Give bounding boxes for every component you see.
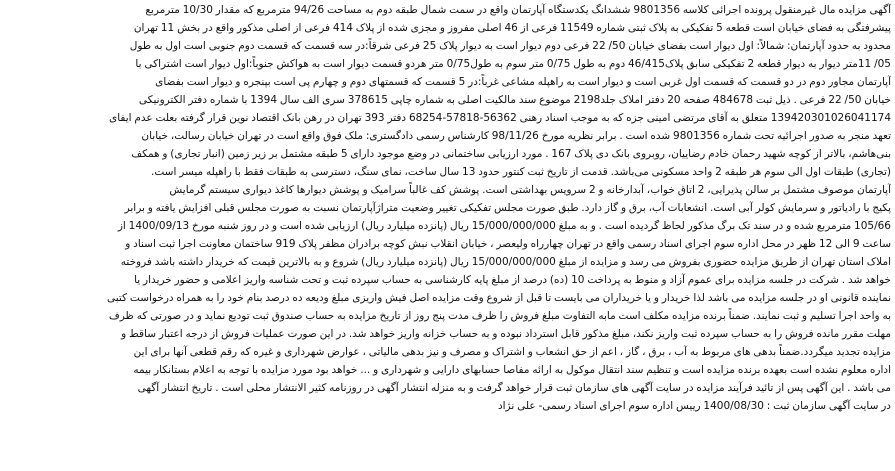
notice-line: (تجاری) طبقات اول الی سوم هر طبقه 2 واحد مسکونی می‌باشد. قدمت از تاریخ ثبت کنتور حدود 13 سال ساخت، نمای سنگ، دسترسی به طبقات فقط با راهپله میسر است.: [151, 166, 891, 178]
notice-line: نماینده قانونی او در جلسه مزایده می باشد لذا خریدار و یا خریداران می بایست تا قبل از شروع وقت مزایده اصل فیش واریزی مبلغ ودیعه ده درصد بنام خود را به همراه درخواست کتبی: [106, 292, 891, 304]
notice-line: محدود به حدود آپارتمان: شمالاً: اول دیوار است بفضای خیابان 50/ 22 فرعی دوم دیوار است به دیوار پلاک 25 فرعی شرقاً:در سه قسمت که قسمت دوم جنوبی است اول به طول: [129, 40, 891, 52]
notice-line: می باشد . این آگهی پس از تائید فرآیند مزایده در سایت آگهی های سازمان ثبت قرار خواهد گرفت و به منزله انتشار آگهی در روزنامه کثیر الانتشار محلی است . تاریخ انتشار آگهی: [137, 382, 891, 394]
notice-line: مهلت مقرر مانده فروش را به حساب سپرده ثبت واریز نکند، مبلغ مذکور قابل استرداد نبوده و به حساب خزانه واریز خواهد شد. در این صورت عملیات فروش از درجه اعتبار ساقط و: [121, 328, 891, 340]
notice-line: 105/66 مترمربع شده و در سند تک برگ مذکور لحاظ گردیده است . و به مبلغ 15/000/000/000 ریال (پانزده میلیارد ریال) ارزیابی شده است و در روز شنبه مورخ 1400/09/13 از: [117, 220, 891, 232]
auction-notice: [4, 0, 891, 471]
notice-line: خواهد شد . شرکت در جلسه مزایده برای عموم آزاد و منوط به پرداخت 10 (ده) درصد از مبلغ پایه کارشناسی به حساب سپرده ثبت و تحت شناسه واریز اعلامی و حضور خریدار یا: [134, 274, 891, 286]
notice-line: 139420301026041174 متعلق به آقای مرتضی امینی جزه که به موجب اسناد رهنی 56362-57818-68254 دفتر 393 تهران در رهن بانک اقتصاد نوین قرار گرفته بعلت عدم ایفای: [108, 112, 891, 124]
notice-line: آگهی مزایده مال غیرمنقول پرونده اجرائی کلاسه 9801356 ششدانگ یکدستگاه آپارتمان واقع در سمت شمال طبقه دوم به مساحت 94/26 مترمربع که مقدار 10/30 مترمربع: [145, 4, 891, 16]
notice-line: آپارتمان مجاور دوم در دو قسمت که قسمت اول غربی است و دیوار است به راهپله مشاعی غرباً:در 5 قسمت که قسمتهای دوم و چهارم پی است بپنجره و دیوار است بفضای: [155, 76, 891, 88]
notice-line: مزایده تجدید میگردد.ضمناً بدهی های مربوط به آب ، برق ، گاز ، اعم از حق انشعاب و اشتراک و مصرف و نیز بدهی مالیاتی ، عوارض شهرداری و غیره که رقم قطعی آنها برای این: [133, 346, 891, 358]
notice-line: اداره معلوم نشده است بعهده برنده مزایده است و تنظیم سند انتقال موکول به ارائه مفاصا حسابهای دارایی و شهرداری و ... خواهد بود مورد مزایده با توجه به اعلام بستانکار بیمه: [133, 364, 891, 376]
notice-line: به واحد اجرا تسلیم و ثبت نمایند. ضمناً برنده مزایده مکلف است مابه التفاوت مبلغ فروش را ظرف مدت پنج روز از تاریخ مزایده به حساب صندوق ثبت تودیع نماید و در صورتی که ظرف: [108, 310, 891, 322]
notice-line: ساعت 9 الی 12 ظهر در محل اداره سوم اجرای اسناد رسمی واقع در تهران چهارراه ولیعصر ، خیابان انقلاب نبش کوچه برادران مظفر پلاک 919 ساختمان معاونت اجرا ثبت اسناد و: [125, 238, 891, 250]
notice-line: املاک استان تهران از طریق مزایده حضوری بفروش می رسد و مزایده از مبلغ 15/000/000/000 ریال (پانزده میلیارد ریال) شروع و به بالاترین قیمت که خریدار داشته باشد فروخته: [120, 256, 891, 268]
notice-line: پکیج با رادیاتور و سرمایش کولر آبی است. انشعابات آب، برق و گاز دارد. طبق صورت مجلس تفکیکی تغییر وضعیت متراژآپارتمان نسبت به صورت مجلس قبلی افزایش یافته و برابر: [124, 202, 891, 214]
notice-line: بنی‌هاشم، بالاتر از کوچه شهید رحمان خادم رضاییان، روبروی بانک دی پلاک 167 . مورد ارزیابی ساختمانی در وضع موجود دارای 5 طبقه مشتمل بر زیر زمین (انبار تجاری) و همکف: [131, 148, 891, 160]
notice-line: آپارتمان موصوف مشتمل بر سالن پذیرایی، 2 اتاق خواب، آبدارخانه و 2 سرویس بهداشتی است. پوشش کف غالباً سرامیک و پوشش دیوارها کاغذ دیواری سیستم گرمایش: [169, 184, 891, 196]
notice-line: تعهد منجر به صدور اجرائیه تحت شماره 9801356 شده است . برابر نظریه مورخ 98/11/26 کارشناس رسمی دادگستری: ملک فوق واقع است در تهران خیابان رسالت، خیابان: [141, 130, 891, 142]
notice-line: خیابان 50/ 22 فرعی . ذیل ثبت 484678 صفحه 20 دفتر املاک جلد2198 موضوع سند مالکیت اصلی به شماره چاپی 378615 سری الف سال 1394 با شماره دفتر الکترونیکی: [138, 94, 891, 106]
notice-line: پیشرفتگی به فضای خیابان است قطعه 5 تفکیکی به پلاک ثبتی شماره 11549 فرعی از 46 اصلی مفروز و مجزی شده از پلاک 414 فرعی از اصلی مذکور واقع در بخش 11 تهران: [133, 22, 891, 34]
notice-line: در سایت آگهی سازمان ثبت : 1400/08/30 رییس اداره سوم اجرای اسناد رسمی- علی نژاد: [497, 400, 891, 412]
notice-line: 05/ 11متر دیوار به دیوار قطعه 2 تفکیکی سابق پلاک46/415 دوم به طول 0/75 متر سوم به طول0/75 متر هردو قسمت دیوار است به هواکش جنوباً:اول دیوار است اشتراکی با: [135, 58, 891, 70]
